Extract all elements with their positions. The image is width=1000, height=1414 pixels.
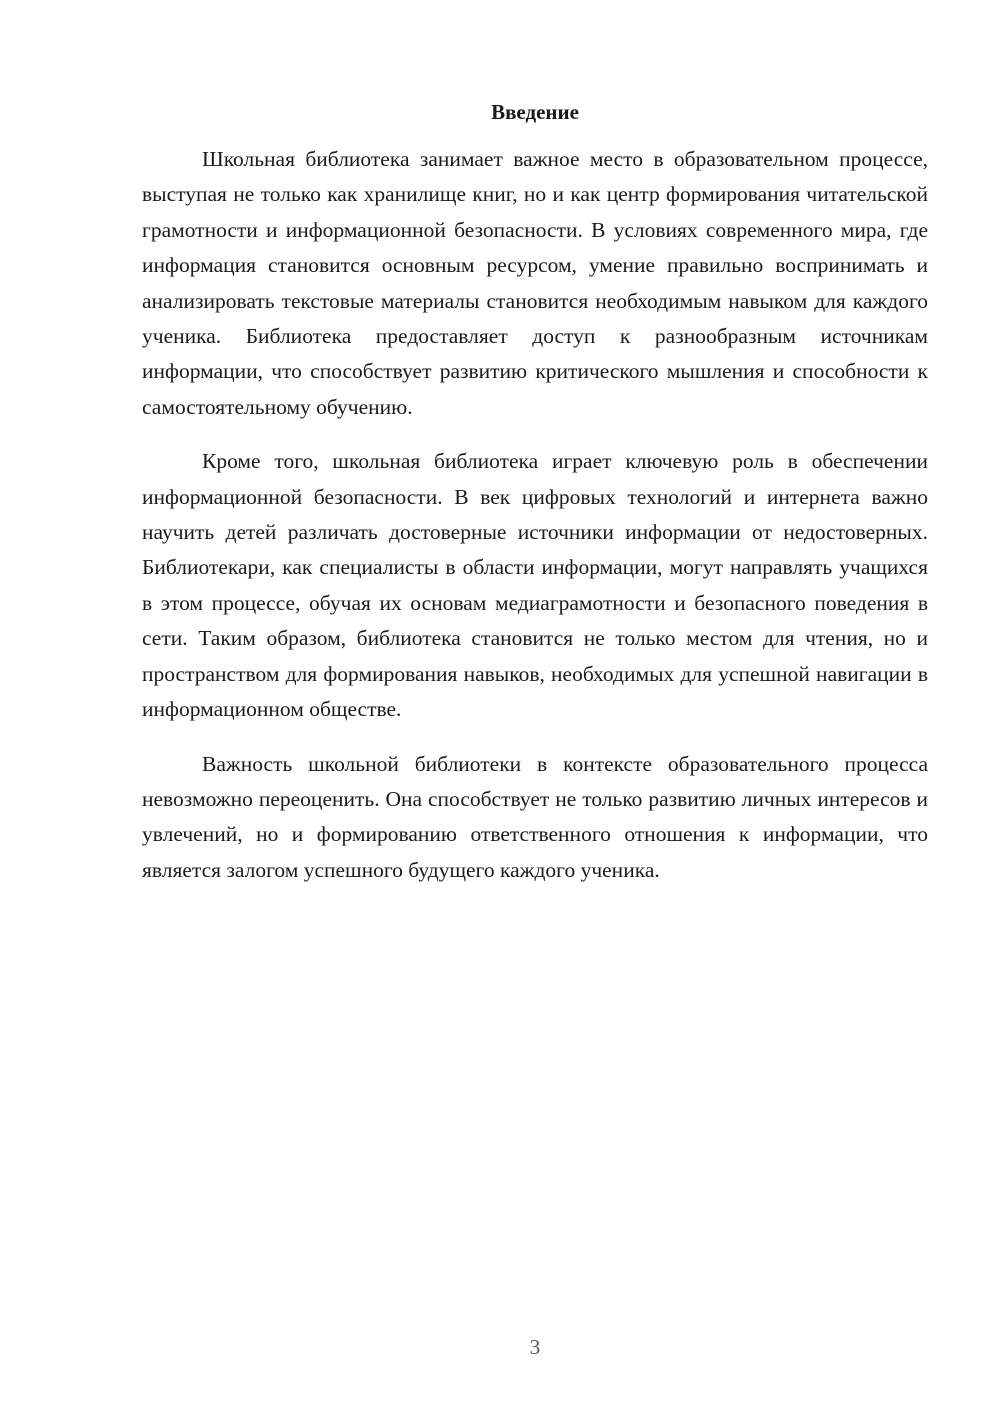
section-heading: Введение xyxy=(491,100,579,124)
paragraph-3: Важность школьной библиотеки в контексте образовательного процесса невозможно переоценить. Она способствует не только развитию личных интересов и увлечений, но и формированию ответственного отношения к информации, что является залогом успешного будущего каждого ученика. xyxy=(142,751,928,882)
body-text xyxy=(142,142,928,888)
paragraph-1: Школьная библиотека занимает важное место в образовательном процессе, выступая не только как хранилище книг, но и как центр формирования читательской грамотности и информационной безопасности. В условиях современного мира, где информация становится основным ресурсом, умение правильно воспринимать и анализировать текстовые материалы становится необходимым навыком для каждого ученика. Библиотека предоставляет доступ к разнообразным источникам информации, что способствует развитию критического мышления и способности к самостоятельному обучению. xyxy=(142,147,928,419)
page-number: 3 xyxy=(529,1335,541,1359)
paragraph-2: Кроме того, школьная библиотека играет ключевую роль в обеспечении информационной безопасности. В век цифровых технологий и интернета важно научить детей различать достоверные источники информации от недостоверных. Библиотекари, как специалисты в области информации, могут направлять учащихся в этом процессе, обучая их основам медиаграмотности и безопасного поведения в сети. Таким образом, библиотека становится не только местом для чтения, но и пространством для формирования навыков, необходимых для успешной навигации в информационном обществе. xyxy=(142,449,928,722)
